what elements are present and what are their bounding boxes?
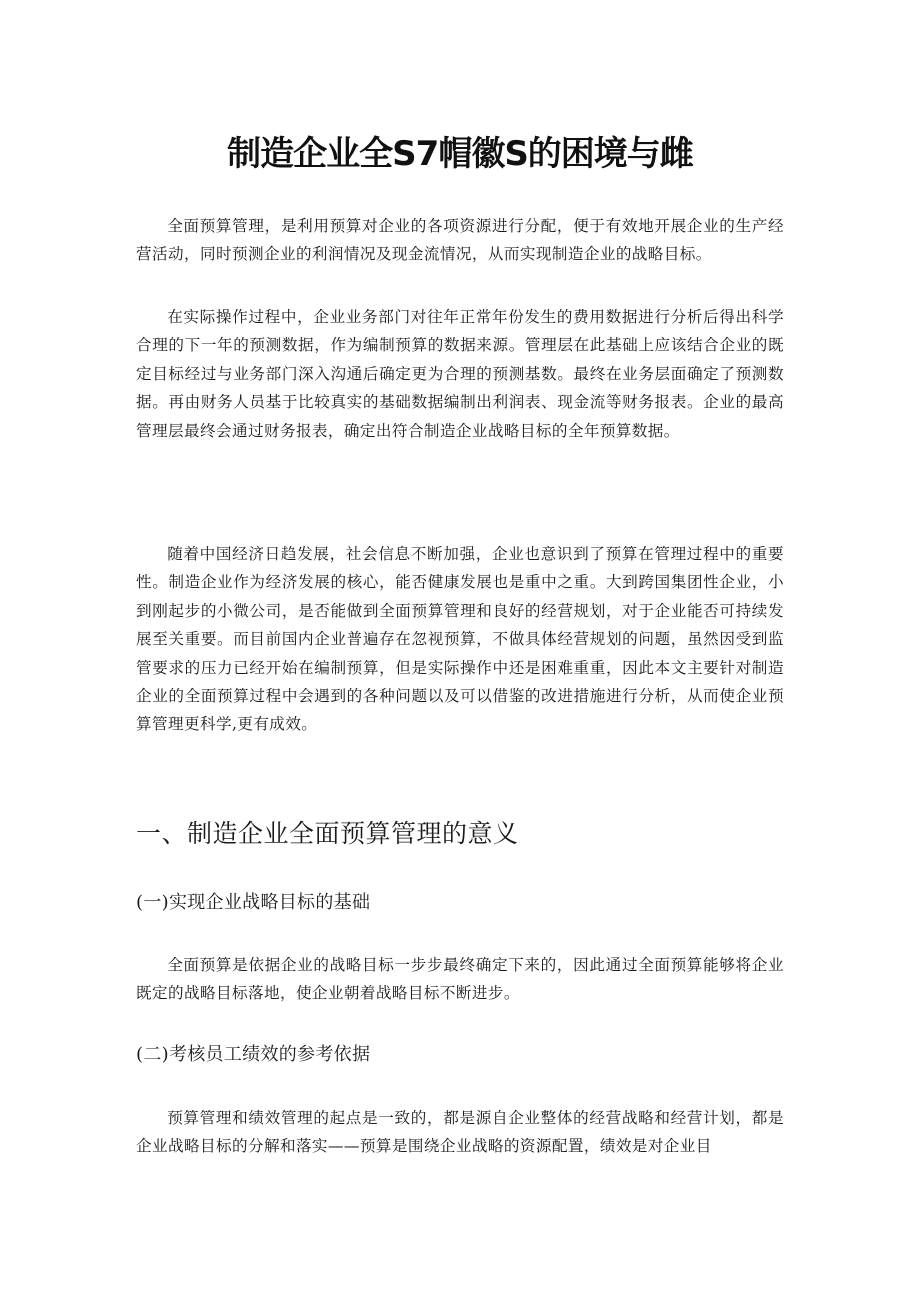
subsection-heading-1: (一)实现企业战略目标的基础: [136, 892, 371, 913]
document-title: 制造企业全S7帽徽S的困境与雌: [227, 134, 693, 174]
subsection-paragraph-2: 预算管理和绩效管理的起点是一致的，都是源自企业整体的经营战略和经营计划，都是企业战略目标的分解和落实——预算是围绕企业战略的资源配置，绩效是对企业目: [136, 1109, 784, 1156]
section-heading: 一、制造企业全面预算管理的意义: [136, 819, 519, 848]
subsection-heading-2: (二)考核员工绩效的参考依据: [136, 1044, 371, 1065]
intro-paragraph-3: 随着中国经济日趋发展，社会信息不断加强，企业也意识到了预算在管理过程中的重要性。制造企业作为经济发展的核心，能否健康发展也是重中之重。大到跨国集团性企业，小到刚起步的小微公司，是否能做到全面预算管理和良好的经营规划，对于企业能否可持续发展至关重要。而目前国内企业普遍存在忽视预算，不做具体经营规划的问题，虽然因受到监管要求的压力已经开始在编制预算，但是实际操作中还是困难重重，因此本文主要针对制造企业的全面预算过程中会遇到的各种问题以及可以借鉴的改进措施进行分析，从而使企业预算管理更科学,更有成效。: [136, 545, 784, 734]
intro-paragraph-1: 全面预算管理，是利用预算对企业的各项资源进行分配，便于有效地开展企业的生产经营活动，同时预测企业的利润情况及现金流情况，从而实现制造企业的战略目标。: [136, 217, 784, 264]
intro-paragraph-2: 在实际操作过程中，企业业务部门对往年正常年份发生的费用数据进行分析后得出科学合理的下一年的预测数据，作为编制预算的数据来源。管理层在此基础上应该结合企业的既定目标经过与业务部门深入沟通后确定更为合理的预测基数。最终在业务层面确定了预测数据。再由财务人员基于比较真实的基础数据编制出利润表、现金流等财务报表。企业的最高管理层最终会通过财务报表，确定出符合制造企业战略目标的全年预算数据。: [136, 308, 784, 440]
subsection-paragraph-1: 全面预算是依据企业的战略目标一步步最终确定下来的，因此通过全面预算能够将企业既定的战略目标落地，使企业朝着战略目标不断进步。: [136, 956, 784, 1003]
